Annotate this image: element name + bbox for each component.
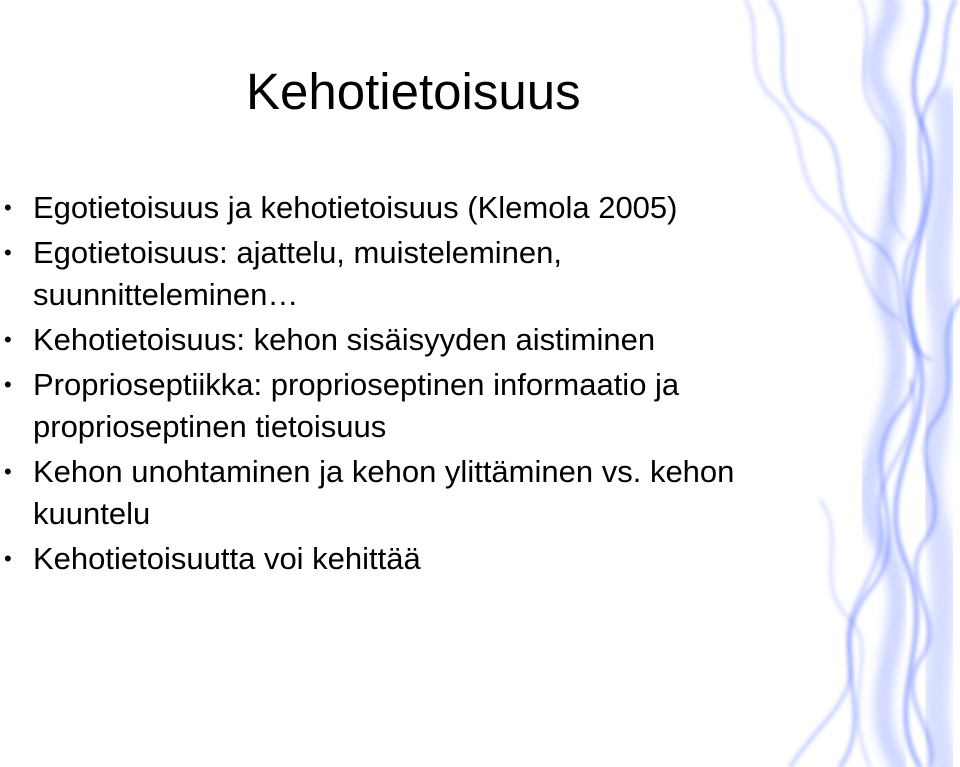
bullet-icon: • bbox=[4, 240, 12, 265]
bullet-item bbox=[0, 187, 820, 229]
bullet-text: Kehotietoisuus: kehon sisäisyyden aistiminen bbox=[33, 322, 656, 357]
bullet-icon: • bbox=[4, 327, 12, 352]
bullet-icon: • bbox=[4, 195, 12, 220]
bullet-text: Kehotietoisuutta voi kehittää bbox=[33, 541, 421, 576]
bullet-item bbox=[0, 364, 820, 448]
bullet-icon: • bbox=[4, 459, 12, 484]
bullet-item bbox=[0, 319, 820, 361]
bullet-list bbox=[0, 187, 820, 583]
bullet-text: Egotietoisuus ja kehotietoisuus (Klemola 2005) bbox=[33, 190, 678, 225]
bullet-item bbox=[0, 232, 820, 316]
bullet-item bbox=[0, 538, 820, 580]
bullet-icon: • bbox=[4, 372, 12, 397]
bullet-item bbox=[0, 451, 820, 535]
bullet-text: Proprioseptiikka: proprioseptinen informaatio ja proprioseptinen tietoisuus bbox=[33, 367, 680, 444]
bullet-icon: • bbox=[4, 546, 12, 571]
slide-title: Kehotietoisuus bbox=[246, 63, 581, 120]
bullet-text: Kehon unohtaminen ja kehon ylittäminen vs. kehon kuuntelu bbox=[33, 454, 735, 531]
bullet-text: Egotietoisuus: ajattelu, muisteleminen, suunnitteleminen… bbox=[33, 235, 563, 312]
